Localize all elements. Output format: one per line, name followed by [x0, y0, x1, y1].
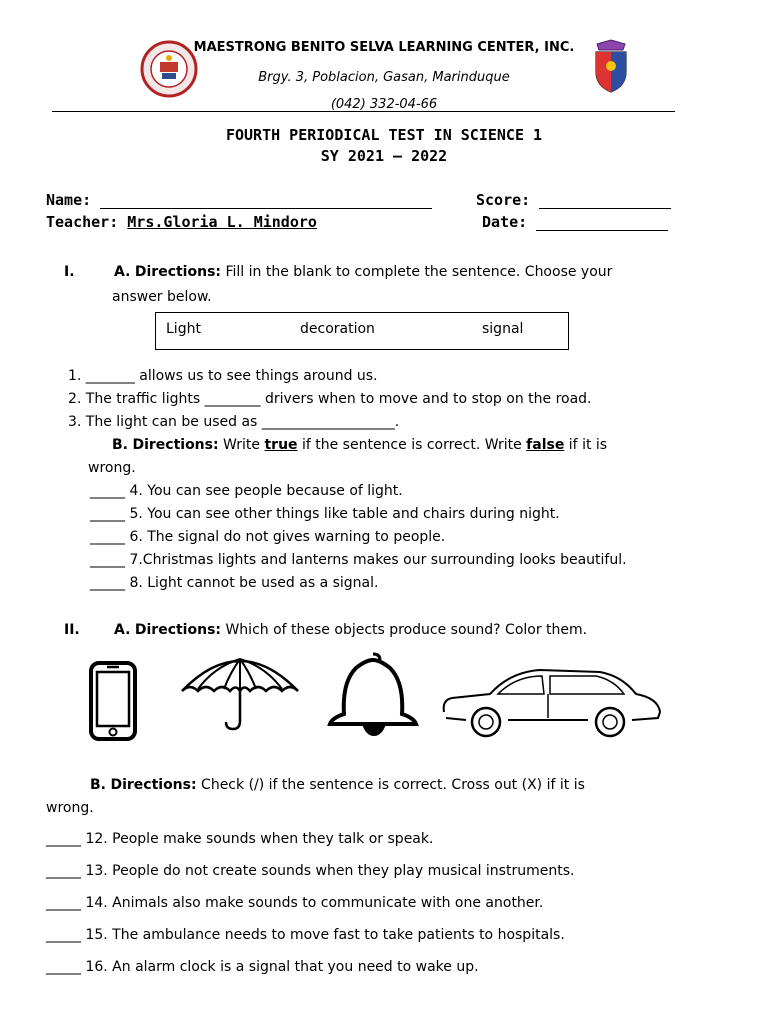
question-12: _____ 12. People make sounds when they talk or speak. — [46, 831, 434, 847]
header-divider — [52, 111, 675, 112]
school-name: MAESTRONG BENITO SELVA LEARNING CENTER, INC. — [193, 40, 575, 55]
car-icon[interactable] — [438, 666, 664, 738]
part1-directions-label: Directions: — [134, 264, 222, 280]
score-label: Score: — [476, 191, 531, 209]
question-1: 1. _______ allows us to see things around us. — [68, 368, 378, 384]
bell-icon[interactable] — [326, 652, 420, 738]
part1-a-directions — [114, 264, 612, 280]
choice-light: Light — [166, 321, 201, 337]
question-15: _____ 15. The ambulance needs to move fast to take patients to hospitals. — [46, 927, 565, 943]
part2-b-letter: B. — [90, 777, 106, 793]
name-blank[interactable] — [100, 192, 432, 209]
part1-a-text: Fill in the blank to complete the sentence. Choose your — [225, 264, 613, 280]
test-title: FOURTH PERIODICAL TEST IN SCIENCE 1 — [225, 126, 543, 144]
part2-numeral: II. — [64, 622, 80, 638]
name-label: Name: — [46, 191, 92, 209]
school-phone: (042) 332-04-66 — [330, 97, 438, 112]
part2-directions-label: Directions: — [134, 622, 222, 638]
date-row — [482, 213, 668, 231]
question-2: 2. The traffic lights ________ drivers when to move and to stop on the road. — [68, 391, 592, 407]
part2-b-text-1: Check (/) if the sentence is correct. Cross out (X) if it is — [201, 777, 585, 793]
part2-a-directions — [114, 622, 587, 638]
date-blank[interactable] — [536, 214, 668, 231]
score-row — [476, 191, 671, 209]
name-row — [46, 191, 432, 209]
question-8: _____ 8. Light cannot be used as a signal. — [90, 575, 379, 591]
question-4: _____ 4. You can see people because of light. — [90, 483, 403, 499]
question-6: _____ 6. The signal do not gives warning to people. — [90, 529, 446, 545]
choices-box — [155, 312, 569, 350]
part1-b-directions — [112, 437, 607, 453]
part1-b-directions-label: Directions: — [132, 437, 219, 453]
part1-b-text-4: wrong. — [88, 460, 136, 476]
part1-a-text-2: answer below. — [112, 289, 212, 305]
question-7: _____ 7.Christmas lights and lanterns makes our surrounding looks beautiful. — [90, 552, 627, 568]
question-5: _____ 5. You can see other things like table and chairs during night. — [90, 506, 560, 522]
school-address: Brgy. 3, Poblacion, Gasan, Marinduque — [258, 70, 510, 85]
word-true: true — [264, 437, 298, 453]
choice-signal: signal — [482, 321, 524, 337]
score-blank[interactable] — [539, 192, 671, 209]
part2-b-directions — [90, 777, 585, 793]
umbrella-icon[interactable] — [178, 653, 302, 733]
school-year: SY 2021 – 2022 — [320, 147, 448, 165]
choice-decoration: decoration — [300, 321, 375, 337]
question-14: _____ 14. Animals also make sounds to communicate with one another. — [46, 895, 544, 911]
part2-b-text-2: wrong. — [46, 800, 94, 816]
phone-icon[interactable] — [88, 660, 138, 742]
part1-a-letter: A. — [114, 264, 131, 280]
part2-a-letter: A. — [114, 622, 131, 638]
part1-b-text-2: if the sentence is correct. Write — [301, 437, 522, 453]
part1-b-text-3: if it is — [568, 437, 608, 453]
part2-b-directions-label: Directions: — [110, 777, 197, 793]
question-13: _____ 13. People do not create sounds when they play musical instruments. — [46, 863, 575, 879]
question-16: _____ 16. An alarm clock is a signal that you need to wake up. — [46, 959, 479, 975]
part1-b-letter: B. — [112, 437, 128, 453]
teacher-label: Teacher: — [46, 213, 119, 231]
part1-b-text-1: Write — [223, 437, 261, 453]
date-label: Date: — [482, 213, 528, 231]
part2-a-text: Which of these objects produce sound? Color them. — [225, 622, 588, 638]
teacher-row — [46, 213, 317, 231]
part1-numeral: I. — [64, 264, 75, 280]
teacher-name: Mrs.Gloria L. Mindoro — [127, 213, 317, 231]
word-false: false — [526, 437, 565, 453]
question-3: 3. The light can be used as ___________________. — [68, 414, 400, 430]
